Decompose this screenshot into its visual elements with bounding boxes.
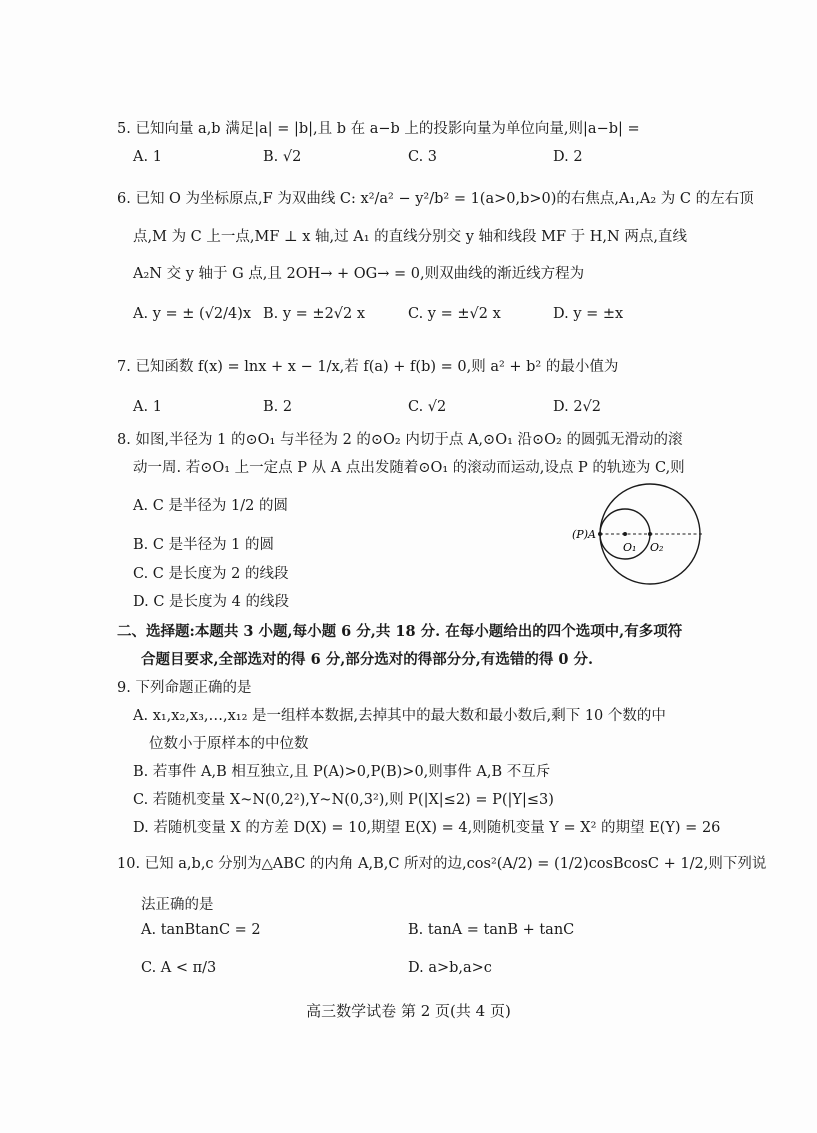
q10-line1: 10. 已知 a,b,c 分别为△ABC 的内角 A,B,C 所对的边,cos²(A/2) = (1/2)cosBcosC + 1/2,则下列说 xyxy=(117,856,767,872)
q10-line2: 法正确的是 xyxy=(141,897,214,913)
q6-option-c: C. y = ±√2 x xyxy=(408,306,501,322)
q7-stem: 7. 已知函数 f(x) = lnx + x − 1/x,若 f(a) + f(b) = 0,则 a² + b² 的最小值为 xyxy=(117,359,619,375)
q8-option-c: C. C 是长度为 2 的线段 xyxy=(133,566,289,582)
q8-option-a: A. C 是半径为 1/2 的圆 xyxy=(133,498,288,514)
q7-option-c: C. √2 xyxy=(408,399,447,415)
q5-option-d: D. 2 xyxy=(553,149,583,165)
q9-option-c: C. 若随机变量 X~N(0,2²),Y~N(0,3²),则 P(|X|≤2) = P(|Y|≤3) xyxy=(133,792,554,808)
q6-option-a: A. y = ± (√2/4)x xyxy=(133,306,252,322)
q9-option-a-line2: 位数小于原样本的中位数 xyxy=(149,736,309,752)
q9-option-a-line1: A. x₁,x₂,x₃,…,x₁₂ 是一组样本数据,去掉其中的最大数和最小数后,剩下 10 个数的中 xyxy=(133,708,666,724)
q6-option-b: B. y = ±2√2 x xyxy=(263,306,366,322)
section2-line1: 二、选择题:本题共 3 小题,每小题 6 分,共 18 分. 在每小题给出的四个选项中,有多项符 xyxy=(117,623,683,640)
label-pa: (P)A xyxy=(572,528,596,541)
q7-option-b: B. 2 xyxy=(263,399,293,415)
q8-option-d: D. C 是长度为 4 的线段 xyxy=(133,594,289,610)
point-o2 xyxy=(648,532,652,536)
q5-option-b: B. √2 xyxy=(263,149,302,165)
q5-stem: 5. 已知向量 a,b 满足|a| = |b|,且 b 在 a−b 上的投影向量为单位向量,则|a−b| = xyxy=(117,121,640,137)
q9-option-d: D. 若随机变量 X 的方差 D(X) = 10,期望 E(X) = 4,则随机变量 Y = X² 的期望 E(Y) = 26 xyxy=(133,820,721,836)
q5-option-a: A. 1 xyxy=(133,149,162,165)
q10-option-a: A. tanBtanC = 2 xyxy=(141,922,261,938)
q8-figure xyxy=(565,478,705,588)
q9-option-b: B. 若事件 A,B 相互独立,且 P(A)>0,P(B)>0,则事件 A,B 不互斥 xyxy=(133,764,551,780)
q10-option-c: C. A < π/3 xyxy=(141,960,217,976)
q10-option-b: B. tanA = tanB + tanC xyxy=(408,922,575,938)
q6-line1: 6. 已知 O 为坐标原点,F 为双曲线 C: x²/a² − y²/b² = 1(a>0,b>0)的右焦点,A₁,A₂ 为 C 的左右顶 xyxy=(117,191,754,207)
point-a xyxy=(598,532,602,536)
q8-line2: 动一周. 若⊙O₁ 上一定点 P 从 A 点出发随着⊙O₁ 的滚动而运动,设点 P 的轨迹为 C,则 xyxy=(133,460,685,476)
q6-line3: A₂N 交 y 轴于 G 点,且 2OH→ + OG→ = 0,则双曲线的渐近线方程为 xyxy=(133,266,585,282)
section2-line2: 合题目要求,全部选对的得 6 分,部分选对的得部分分,有选错的得 0 分. xyxy=(141,651,594,668)
q8-option-b: B. C 是半径为 1 的圆 xyxy=(133,537,275,553)
label-o2: O₂ xyxy=(650,541,664,554)
q7-option-d: D. 2√2 xyxy=(553,399,602,415)
q6-option-d: D. y = ±x xyxy=(553,306,624,322)
label-o1: O₁ xyxy=(623,541,637,554)
q9-stem: 9. 下列命题正确的是 xyxy=(117,680,252,696)
page-footer: 高三数学试卷 第 2 页(共 4 页) xyxy=(306,1002,511,1020)
point-o1 xyxy=(623,532,627,536)
q7-option-a: A. 1 xyxy=(133,399,162,415)
q8-line1: 8. 如图,半径为 1 的⊙O₁ 与半径为 2 的⊙O₂ 内切于点 A,⊙O₁ 沿⊙O₂ 的圆弧无滑动的滚 xyxy=(117,432,683,448)
q10-option-d: D. a>b,a>c xyxy=(408,960,492,976)
q6-line2: 点,M 为 C 上一点,MF ⊥ x 轴,过 A₁ 的直线分别交 y 轴和线段 MF 于 H,N 两点,直线 xyxy=(133,229,687,245)
q5-option-c: C. 3 xyxy=(408,149,438,165)
